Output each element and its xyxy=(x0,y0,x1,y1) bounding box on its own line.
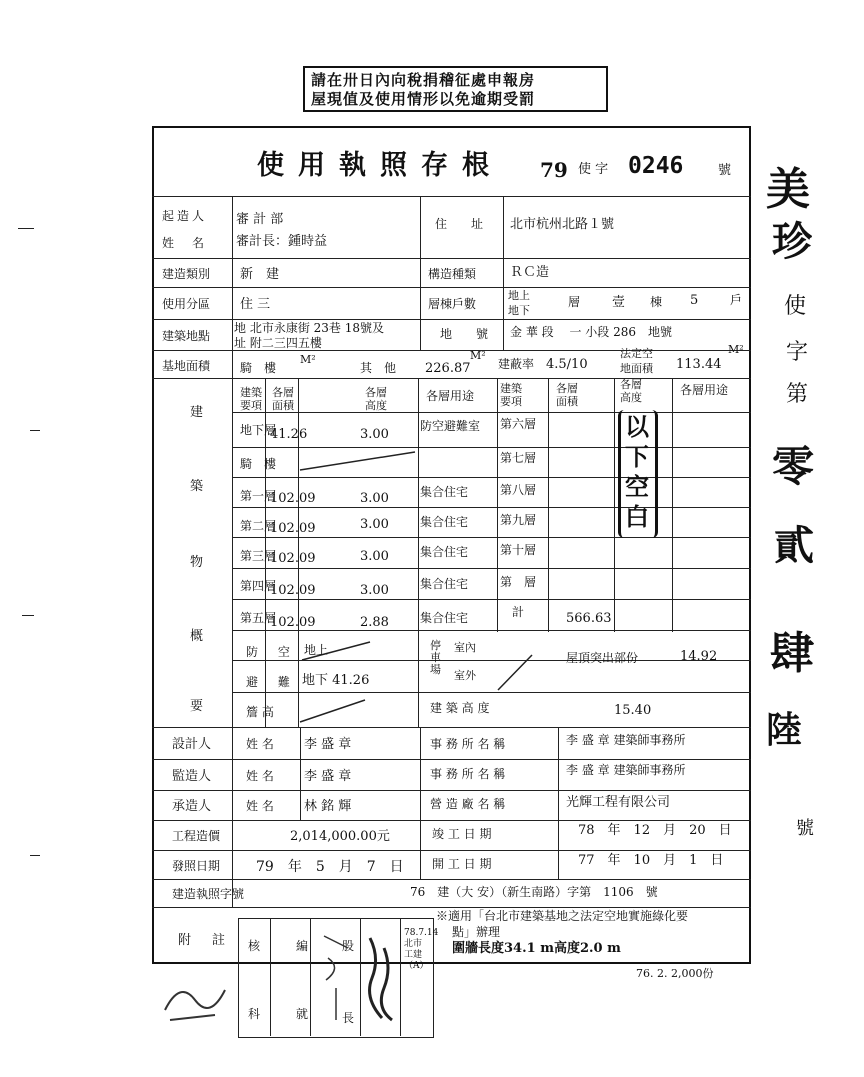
shelter-below: 地下 41.26 xyxy=(302,673,370,688)
parking-indoor: 室內 xyxy=(454,641,476,654)
contractor-office: 光輝工程有限公司 xyxy=(566,795,671,810)
other-area: 226.87 xyxy=(425,361,471,376)
floor-item-3: 第三層 xyxy=(240,549,277,563)
stamp-label-review: 核 xyxy=(248,939,261,953)
designer-name: 李 盛 章 xyxy=(304,737,352,752)
completion-date: 78 年 12 月 20 日 xyxy=(578,823,732,838)
roof-area: 14.92 xyxy=(680,649,718,664)
side-char-9: 陸 xyxy=(766,709,803,751)
building-side-3: 物 xyxy=(190,555,204,570)
above-ground-label: 地上 xyxy=(508,289,530,302)
col-head-use: 各層用途 xyxy=(426,389,475,403)
arcade-unit: M² xyxy=(300,353,316,366)
parking-outdoor: 室外 xyxy=(454,669,476,682)
supervisor-label: 監造人 xyxy=(172,769,212,784)
floor-area-b1: 41.26 xyxy=(270,427,308,442)
col-head-area-2: 各層面積 xyxy=(556,382,578,408)
col-head-use-2: 各層用途 xyxy=(680,383,729,397)
floor-use-1: 集合住宅 xyxy=(420,485,469,499)
building-height-label: 建 築 高 度 xyxy=(430,701,490,715)
side-char-2: 珍 xyxy=(772,218,812,265)
designer-office: 李 盛 章 建築師事務所 xyxy=(566,733,686,747)
builder-org: 審 計 部 xyxy=(236,212,284,227)
contractor-office-label: 營 造 廠 名 稱 xyxy=(430,797,506,811)
floor-unit: 層 xyxy=(568,295,581,309)
builder-rep: 審計長：鍾時益 xyxy=(236,234,328,249)
floor-area-2: 102.09 xyxy=(270,521,316,536)
floor-height-3: 3.00 xyxy=(360,549,389,564)
stamp-label-chief: 長 xyxy=(342,1011,355,1025)
other-label: 其 他 xyxy=(360,361,397,375)
supervisor-name-label: 姓 名 xyxy=(246,769,274,783)
bottom-left-scribble xyxy=(160,970,230,1030)
floor-item-4: 第四層 xyxy=(240,579,277,593)
building-count: 壹 xyxy=(612,295,626,310)
permit-no-value: 76 建（大 安）（新生南路）字第 1106 號 xyxy=(410,885,658,899)
floor-item-1: 第一層 xyxy=(240,489,277,503)
floor-use-5: 集合住宅 xyxy=(420,611,469,625)
remarks-line-1: ※適用「台北市建築基地之法定空地實施綠化要 xyxy=(436,909,689,923)
floor-area-1: 102.09 xyxy=(270,491,316,506)
permit-year: 79 xyxy=(540,158,568,182)
floor-item-5: 第五層 xyxy=(240,611,277,625)
household-unit: 戶 xyxy=(730,293,743,307)
coverage-label: 建蔽率 xyxy=(498,357,535,371)
floor-use-b1: 防空避難室 xyxy=(420,419,481,433)
cost-value: 2,014,000.00元 xyxy=(290,829,390,844)
site-address-2: 址 附二三四五樓 xyxy=(234,336,322,350)
site-area-label: 基地面積 xyxy=(162,359,211,373)
floor-item-b1: 地下層 xyxy=(240,423,277,437)
remarks-line-2: 點」辦理 xyxy=(452,925,501,939)
other-unit: M² xyxy=(470,349,486,362)
side-char-7: 貳 xyxy=(774,522,814,569)
shelter-label-b: 避 難 xyxy=(246,675,298,689)
floor-item-arcade: 騎 樓 xyxy=(240,457,277,471)
supervisor-office: 李 盛 章 建築師事務所 xyxy=(566,763,686,777)
side-char-3: 使 xyxy=(784,294,807,319)
coverage-value: 4.5/10 xyxy=(546,357,588,372)
parking-label: 停車場 xyxy=(430,639,441,676)
category-value: 新 建 xyxy=(240,267,280,282)
floor-height-5: 2.88 xyxy=(360,615,389,630)
floor-item-2: 第二層 xyxy=(240,519,277,533)
household-count: 5 xyxy=(690,293,699,308)
stamp-label-unit: 股 xyxy=(342,939,355,953)
side-char-6: 零 xyxy=(772,442,815,491)
building-side-1: 建 xyxy=(190,405,204,420)
designer-name-label: 姓 名 xyxy=(246,737,274,751)
open-space-unit: M² xyxy=(728,343,744,356)
lot-value: 金 華 段 一 小段 286 地號 xyxy=(510,325,672,339)
builder-name-label: 姓 名 xyxy=(162,236,208,250)
floor-item-10: 第十層 xyxy=(500,543,537,557)
notice-line-2: 屋現值及使用情形以免逾期受罰 xyxy=(311,90,536,108)
stamp-label-edit: 編 xyxy=(296,939,309,953)
col-head-item: 建築要項 xyxy=(240,386,262,412)
floor-use-3: 集合住宅 xyxy=(420,545,469,559)
floor-use-4: 集合住宅 xyxy=(420,577,469,591)
supervisor-office-label: 事 務 所 名 稱 xyxy=(430,767,506,781)
open-space-label-b: 地面積 xyxy=(620,362,653,375)
total-label: 計 xyxy=(512,605,525,619)
floor-height-1: 3.00 xyxy=(360,491,389,506)
handwritten-initials xyxy=(318,928,354,1028)
building-unit: 棟 xyxy=(650,295,663,309)
handwritten-signature xyxy=(362,928,400,1028)
form-title: 使用執照存根 xyxy=(257,150,503,181)
supervisor-name: 李 盛 章 xyxy=(304,769,352,784)
building-side-4: 概 xyxy=(190,629,204,644)
floor-item-9: 第九層 xyxy=(500,513,537,527)
stamp-label-section: 科 xyxy=(248,1007,261,1021)
zoning-label: 使用分區 xyxy=(162,297,211,311)
remarks-line-3: 圍牆長度34.1 m高度2.0 m xyxy=(452,941,621,956)
site-address-1: 地 北市永康街 23巷 18號及 xyxy=(234,321,384,335)
start-date: 77 年 10 月 1 日 xyxy=(578,853,724,868)
issue-label: 發照日期 xyxy=(172,859,221,873)
stamp-label-edit-2: 就 xyxy=(296,1007,309,1021)
floor-item-blank: 第 層 xyxy=(500,575,537,589)
permit-prefix: 使 字 xyxy=(578,162,609,177)
shelter-label-a: 防 空 xyxy=(246,645,298,659)
remarks-label: 附 註 xyxy=(178,933,230,948)
permit-no-label: 建造執照字號 xyxy=(172,887,245,901)
open-space-value: 113.44 xyxy=(676,357,722,372)
eaves-label: 簷 高 xyxy=(246,705,274,719)
floor-area-3: 102.09 xyxy=(270,551,316,566)
cost-label: 工程造價 xyxy=(172,829,221,843)
structure-label: 構造種類 xyxy=(428,267,477,281)
print-footer: 76. 2. 2,000份 xyxy=(636,967,714,980)
stamp-date-text: 78.7.14 北市工建（A） xyxy=(404,928,439,971)
floor-area-5: 102.09 xyxy=(270,615,316,630)
building-side-5: 要 xyxy=(190,699,204,714)
open-space-label-a: 法定空 xyxy=(620,347,653,360)
col-head-height: 各層高度 xyxy=(365,386,387,412)
floor-height-4: 3.00 xyxy=(360,583,389,598)
site-label: 建築地點 xyxy=(162,329,211,343)
zoning-value: 住 三 xyxy=(240,297,271,312)
arcade-label: 騎 樓 xyxy=(240,361,277,375)
category-label: 建造類別 xyxy=(162,267,211,281)
building-side-2: 築 xyxy=(190,479,204,494)
contractor-name-label: 姓 名 xyxy=(246,799,274,813)
start-label: 開 工 日 期 xyxy=(432,857,492,871)
blank-below-stamp: 以下空白 xyxy=(625,412,649,531)
address-value: 北市杭州北路１號 xyxy=(510,217,615,232)
floor-item-8: 第八層 xyxy=(500,483,537,497)
floor-use-2: 集合住宅 xyxy=(420,515,469,529)
permit-suffix: 號 xyxy=(718,163,732,178)
total-area: 566.63 xyxy=(566,611,612,626)
col-head-item-2: 建築要項 xyxy=(500,382,522,408)
contractor-name: 林 銘 輝 xyxy=(304,799,352,814)
side-char-4: 字 xyxy=(786,340,809,365)
builder-label: 起造人 xyxy=(162,209,208,223)
notice-line-1: 請在卅日內向稅捐稽征處申報房 xyxy=(311,71,536,89)
issue-date: 79 年 5 月 7 日 xyxy=(256,859,404,875)
shelter-above: 地上 xyxy=(304,643,329,657)
side-char-5: 第 xyxy=(786,382,809,407)
floor-item-7: 第七層 xyxy=(500,451,537,465)
designer-office-label: 事 務 所 名 稱 xyxy=(430,737,506,751)
below-ground-label: 地下 xyxy=(508,304,530,317)
floor-area-4: 102.09 xyxy=(270,583,316,598)
col-head-height-2: 各層高度 xyxy=(620,378,642,404)
completion-label: 竣 工 日 期 xyxy=(432,827,492,841)
address-label: 住 址 xyxy=(435,217,484,231)
floor-height-2: 3.00 xyxy=(360,517,389,532)
roof-label: 屋頂突出部份 xyxy=(566,651,639,665)
permit-number: 0246 xyxy=(628,153,684,179)
lot-label: 地 號 xyxy=(440,327,489,341)
floor-height-b1: 3.00 xyxy=(360,427,389,442)
side-char-8: 肆 xyxy=(770,628,814,679)
side-char-10: 號 xyxy=(796,818,814,839)
structure-value: ＲＣ造 xyxy=(510,265,550,280)
contractor-label: 承造人 xyxy=(172,799,212,814)
floor-item-6: 第六層 xyxy=(500,417,537,431)
floors-label: 層棟戶數 xyxy=(428,297,477,311)
col-head-area: 各層面積 xyxy=(272,386,294,412)
building-height-value: 15.40 xyxy=(614,703,652,718)
side-char-1: 美 xyxy=(766,164,810,215)
designer-label: 設計人 xyxy=(172,737,212,752)
